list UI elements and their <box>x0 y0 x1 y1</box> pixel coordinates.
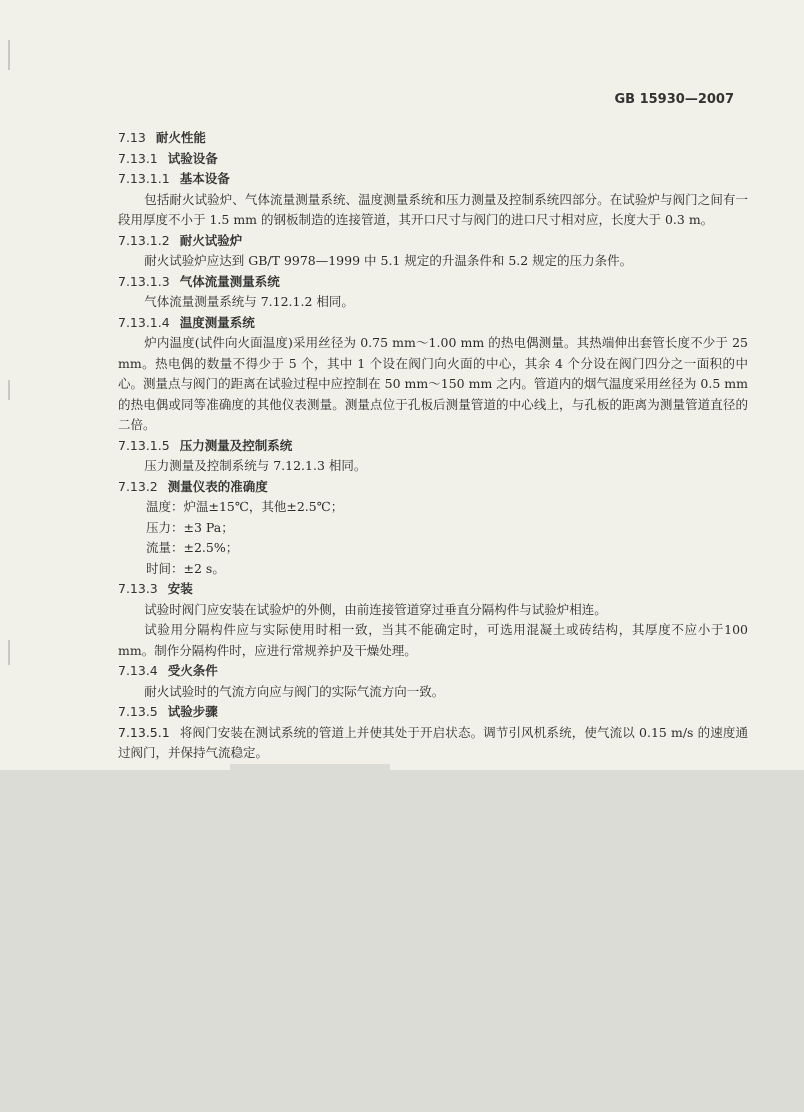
paragraph: 试验用分隔构件应与实际使用时相一致，当其不能确定时，可选用混凝土或砖结构，其厚度不应小于100 mm。制作分隔构件时，应进行常规养护及干燥处理。 <box>118 622 748 658</box>
accuracy-item: 时间：±2 s。 <box>146 560 225 576</box>
section-title: 温度测量系统 <box>179 314 255 330</box>
document-body <box>118 128 748 764</box>
section-title: 安装 <box>167 581 193 596</box>
section-heading <box>118 477 748 498</box>
section-heading <box>118 128 748 149</box>
section-title: 试验步骤 <box>167 704 218 719</box>
numbered-paragraph <box>118 723 748 764</box>
section-number: 7.13.1.2 <box>118 232 170 248</box>
section-heading <box>118 313 748 334</box>
section-title: 耐火试验炉 <box>179 232 243 248</box>
scan-edge-mark <box>8 40 10 70</box>
section-number: 7.13.1.5 <box>118 437 170 453</box>
accuracy-item: 温度：炉温±15℃，其他±2.5℃； <box>146 499 344 514</box>
blank-scan-area <box>0 770 804 1112</box>
section-number: 7.13.1.4 <box>118 314 170 330</box>
section-heading <box>118 149 748 170</box>
section-heading <box>118 272 748 293</box>
section-title: 试验设备 <box>167 150 218 166</box>
section-heading <box>118 702 748 723</box>
scan-edge-mark <box>8 640 10 665</box>
paragraph: 包括耐火试验炉、气体流量测量系统、温度测量系统和压力测量及控制系统四部分。在试验炉与阀门之间有一段用厚度不小于 1.5 mm 的钢板制造的连接管道，其开口尺寸与阀门的进口尺寸相对应，长度大于 0.3 m。 <box>118 191 748 227</box>
section-number: 7.13.5 <box>118 704 158 719</box>
section-number: 7.13.2 <box>118 478 158 494</box>
section-title: 气体流量测量系统 <box>179 273 280 289</box>
accuracy-item: 压力：±3 Pa； <box>146 519 234 535</box>
section-heading <box>118 436 748 457</box>
paragraph-text: 将阀门安装在测试系统的管道上并使其处于开启状态。调节引风机系统，使气流以 0.15 m/s 的速度通过阀门，并保持气流稳定。 <box>118 724 748 760</box>
scan-edge-mark <box>8 380 10 400</box>
section-title: 测量仪表的准确度 <box>167 478 268 494</box>
section-title: 受火条件 <box>167 663 218 678</box>
paragraph: 试验时阀门应安装在试验炉的外侧，由前连接管道穿过垂直分隔构件与试验炉相连。 <box>144 601 607 617</box>
section-number: 7.13.4 <box>118 663 158 678</box>
section-title: 基本设备 <box>179 171 230 186</box>
section-number: 7.13.3 <box>118 581 158 596</box>
paragraph-number: 7.13.5.1 <box>118 724 170 740</box>
section-title: 压力测量及控制系统 <box>179 437 293 453</box>
section-heading <box>118 579 748 600</box>
standard-code: GB 15930—2007 <box>614 92 734 107</box>
section-number: 7.13.1 <box>118 150 158 166</box>
section-heading <box>118 231 748 252</box>
section-heading <box>118 661 748 682</box>
section-number: 7.13.1.3 <box>118 273 170 289</box>
paragraph: 气体流量测量系统与 7.12.1.2 相同。 <box>144 294 354 309</box>
accuracy-item: 流量：±2.5%； <box>146 540 239 555</box>
section-number: 7.13.1.1 <box>118 171 170 186</box>
section-number: 7.13 <box>118 130 146 145</box>
paragraph: 耐火试验时的气流方向应与阀门的实际气流方向一致。 <box>144 683 445 699</box>
paragraph: 压力测量及控制系统与 7.12.1.3 相同。 <box>144 458 367 473</box>
paragraph: 炉内温度(试件向火面温度)采用丝径为 0.75 mm～1.00 mm 的热电偶测量。其热端伸出套管长度不少于 25 mm。热电偶的数量不得少于 5 个，其中 1 个设在阀门向火面的中心，其余 4 个分设在阀门四分之一面积的中心。测量点与阀门的距离在试验过程中应控制在 50 mm～150 mm 之内。管道内的烟气温度采用丝径为 0.5 mm 的热电偶或同等准确度的其他仪表测量。测量点位于孔板后测量管道的中心线上，与孔板的距离为测量管道直径的二倍。 <box>118 335 748 432</box>
section-heading <box>118 169 748 190</box>
section-title: 耐火性能 <box>155 130 206 145</box>
paragraph: 耐火试验炉应达到 GB/T 9978—1999 中 5.1 规定的升温条件和 5.2 规定的压力条件。 <box>144 253 633 268</box>
